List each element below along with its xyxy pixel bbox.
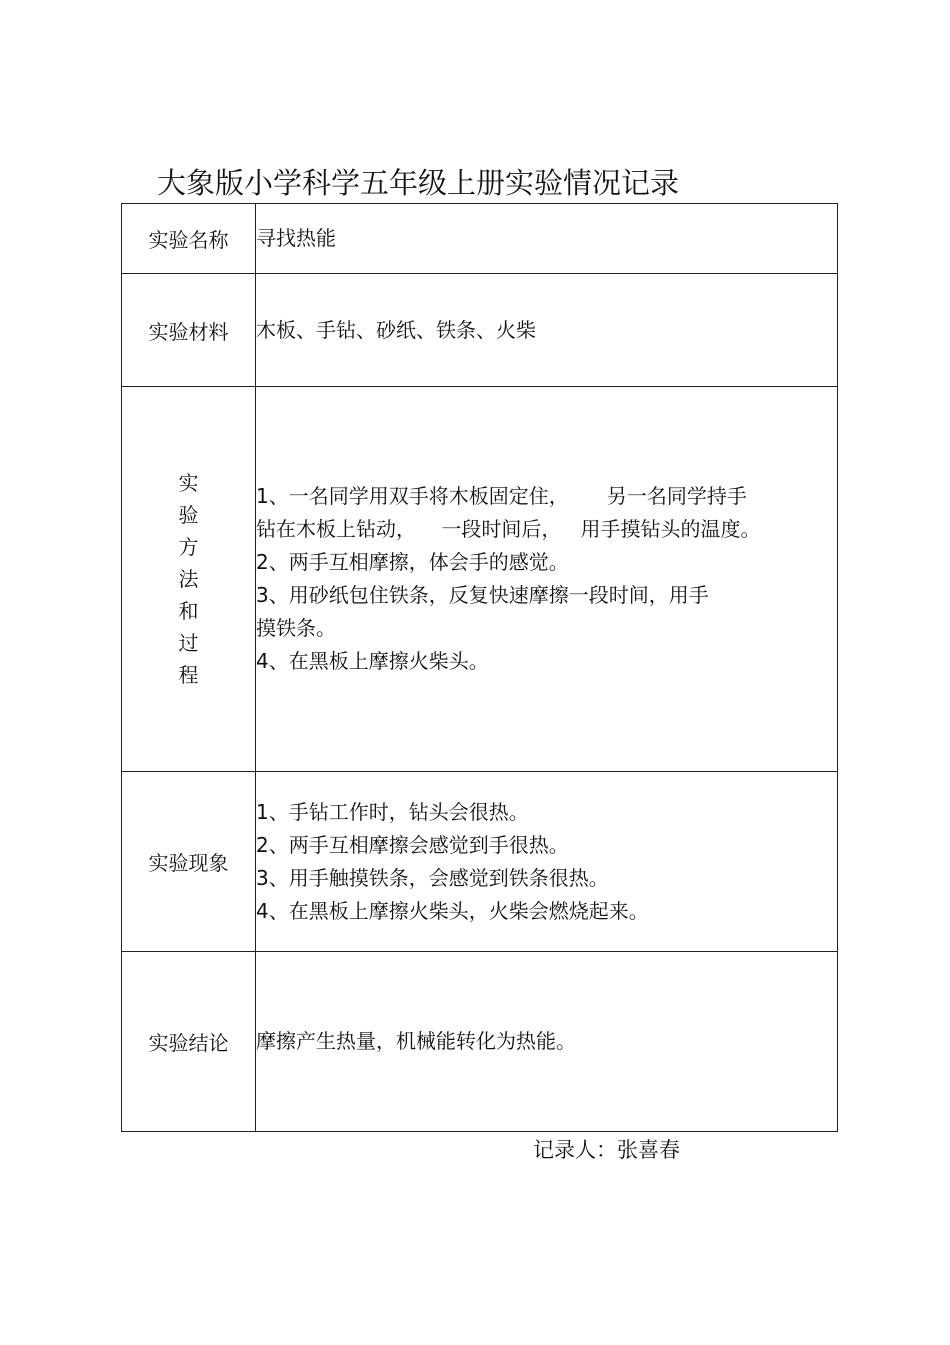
table-row-conclusion — [122, 952, 838, 1132]
value-line: 1、手钻工作时，钻头会很热。 — [256, 799, 529, 824]
label-method — [122, 387, 256, 772]
label-char: 程 — [178, 663, 199, 687]
label-char: 验 — [178, 503, 199, 527]
label-materials: 实验材料 — [122, 274, 256, 387]
value-experiment-name — [256, 204, 838, 274]
value-line: 4、在黑板上摩擦火柴头。 — [256, 649, 489, 673]
label-conclusion: 实验结论 — [122, 952, 256, 1132]
document-title: 大象版小学科学五年级上册实验情况记录 — [157, 166, 680, 200]
value-line: 2、两手互相摩擦会感觉到手很热。 — [256, 832, 569, 857]
value-line: 寻找热能 — [256, 226, 336, 250]
label-phenomenon: 实验现象 — [122, 772, 256, 952]
value-phenomenon — [256, 772, 838, 952]
table-row-method — [122, 387, 838, 772]
recorder-signature: 记录人：张喜春 — [533, 1138, 680, 1162]
label-char: 过 — [178, 631, 199, 655]
table-row-phenomenon — [122, 772, 838, 952]
value-line: 木板、手钻、砂纸、铁条、火柴 — [256, 317, 536, 342]
value-conclusion — [256, 952, 838, 1132]
value-line: 3、用手触摸铁条，会感觉到铁条很热。 — [256, 865, 609, 890]
table-row-materials — [122, 274, 838, 387]
label-char: 方 — [178, 535, 199, 559]
value-line: 1、一名同学用双手将木板固定住， 另一名同学持手 — [256, 484, 747, 508]
value-line: 4、在黑板上摩擦火柴头，火柴会燃烧起来。 — [256, 898, 649, 923]
label-char: 法 — [178, 567, 199, 591]
value-line: 摸铁条。 — [256, 616, 336, 640]
table-row-experiment-name — [122, 204, 838, 274]
label-char: 实 — [178, 471, 199, 495]
value-line: 钻在木板上钻动， 一段时间后， 用手摸钻头的温度。 — [256, 517, 761, 541]
value-line: 2、两手互相摩擦，体会手的感觉。 — [256, 550, 569, 574]
value-materials — [256, 274, 838, 387]
label-char: 和 — [178, 599, 199, 623]
value-line: 摩擦产生热量，机械能转化为热能。 — [256, 1029, 576, 1053]
experiment-record-table — [121, 203, 838, 1132]
value-method — [256, 387, 838, 772]
value-line: 3、用砂纸包住铁条，反复快速摩擦一段时间，用手 — [256, 583, 709, 607]
label-experiment-name: 实验名称 — [122, 204, 256, 274]
